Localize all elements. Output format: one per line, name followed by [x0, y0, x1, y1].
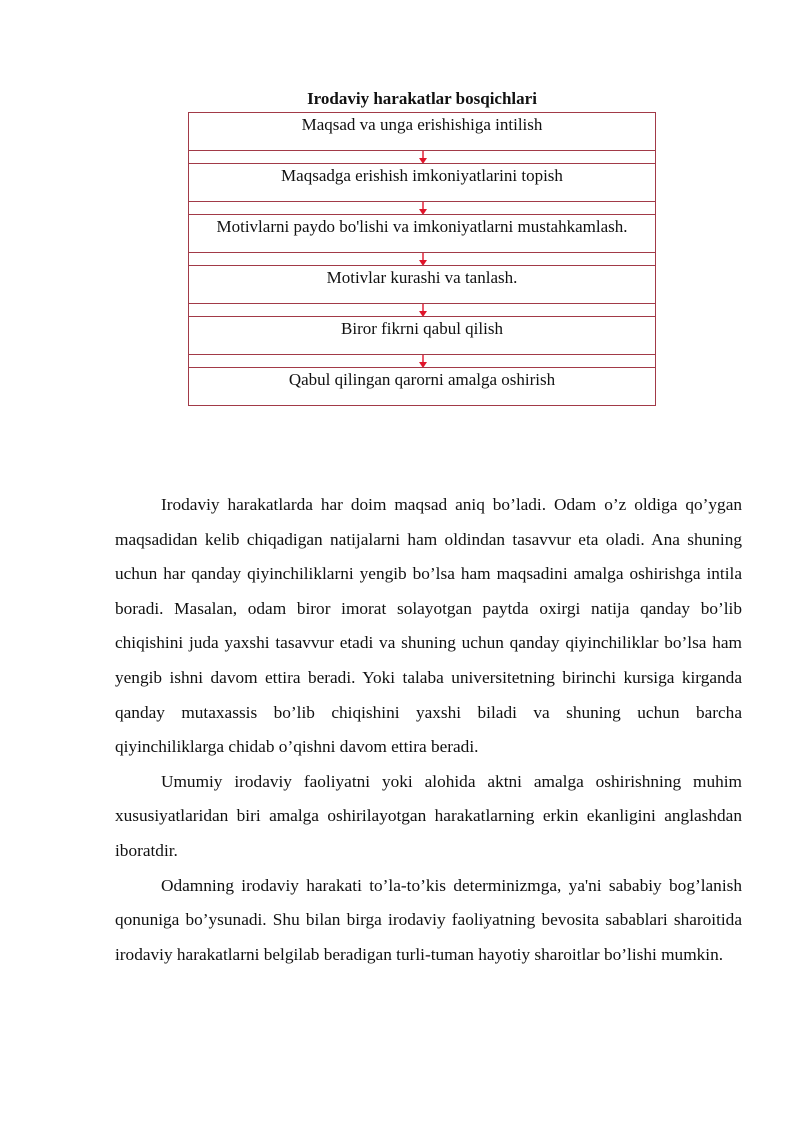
step-label: Maqsadga erishish imkoniyatlarini topish	[281, 166, 563, 185]
step-box-5	[188, 316, 656, 355]
step-box-1	[188, 112, 656, 151]
paragraph: Umumiy irodaviy faoliyatni yoki alohida aktni amalga oshirishning muhim xususiyatlaridan biri amalga oshirilayotgan harakatlarning erkin ekanligini anglashdan iboratdir.	[115, 771, 742, 860]
step-label: Maqsad va unga erishishiga intilish	[301, 115, 543, 134]
paragraph: Irodaviy harakatlarda har doim maqsad aniq bo’ladi. Odam o’z oldiga qo’ygan maqsadidan kelib chiqadigan natijalarni ham oldindan tasavvur eta oladi. Ana shuning uchun har qanday qiyinchiliklarni yengib bo’lsa ham maqsadini amalga oshirishga intila boradi. Masalan, odam biror imorat solayotgan paytda oxirgi natija qanday bo’lib chiqishini juda yaxshi tasavvur etadi va shuning uchun qanday qiyinchiliklar bo’lsa ham yengib ishni davom ettira beradi. Yoki talaba universitetning birinchi kursiga kirganda qanday mutaxassis bo’lib chiqishini yaxshi biladi va shuning uchun barcha qiyinchiliklarga chidab o’qishni davom ettira beradi.	[115, 495, 742, 757]
body-text	[115, 488, 742, 972]
diagram-title: Irodaviy harakatlar bosqichlari	[307, 89, 537, 108]
stages-frame	[188, 112, 656, 406]
paragraph: Odamning irodaviy harakati to’la-to’kis determinizmga, ya'ni sababiy bog’lanish qonuniga bo’ysunadi. Shu bilan birga irodaviy faoliyatning bevosita sabablari sharoitida irodaviy harakatlarni belgilab beradigan turli-tuman hayotiy sharoitlar bo’lishi mumkin.	[115, 875, 742, 964]
stages-diagram	[0, 0, 800, 420]
step-label: Motivlarni paydo bo'lishi va imkoniyatlarni mustahkamlash.	[216, 217, 628, 236]
step-label: Qabul qilingan qarorni amalga oshirish	[288, 370, 556, 389]
step-box-3	[188, 214, 656, 253]
step-label: Biror fikrni qabul qilish	[341, 319, 503, 338]
step-box-4	[188, 265, 656, 304]
step-label: Motivlar kurashi va tanlash.	[326, 268, 518, 287]
step-box-2	[188, 163, 656, 202]
step-box-6	[188, 367, 656, 406]
